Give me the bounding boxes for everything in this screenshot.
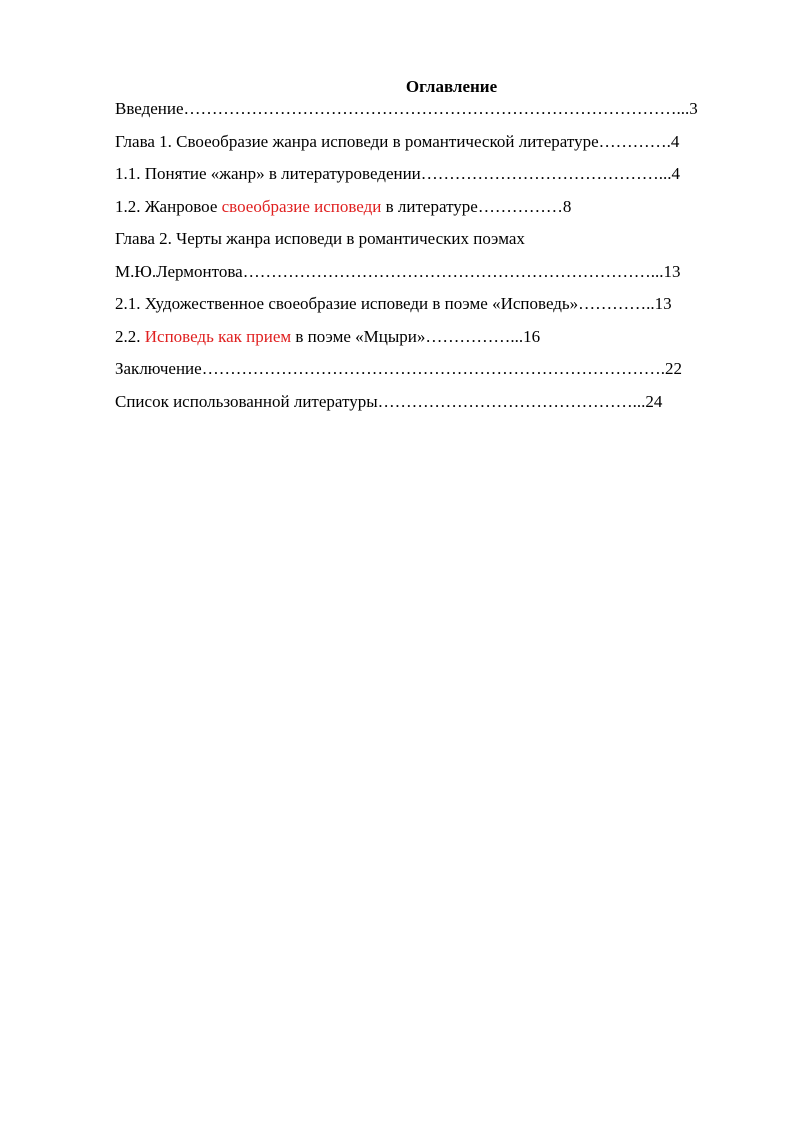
highlighted-text: своеобразие исповеди bbox=[221, 197, 382, 216]
toc-entry-chapter-2-continued: М.Ю.Лермонтова………………………………………………………………...13 bbox=[115, 262, 681, 281]
toc-entry-text: в поэме «Мцыри»……………...16 bbox=[291, 327, 541, 346]
toc-entry-conclusion: Заключение……………………………………………………………………….22 bbox=[115, 359, 682, 378]
toc-entry-section-2-2 bbox=[115, 326, 540, 348]
toc-entry-chapter-2: Глава 2. Черты жанра исповеди в романтических поэмах bbox=[115, 229, 525, 248]
toc-entry-text: 2.2. bbox=[115, 327, 145, 346]
toc-entry-text: в литературе……………8 bbox=[381, 197, 572, 216]
toc-entry-section-2-1: 2.1. Художественное своеобразие исповеди в поэме «Исповедь»…………..13 bbox=[115, 294, 672, 313]
toc-title: Оглавление bbox=[405, 77, 498, 96]
toc-entry-section-1-1: 1.1. Понятие «жанр» в литературоведении……………………………………...4 bbox=[115, 164, 681, 183]
toc-entry-text: 1.2. Жанровое bbox=[115, 197, 222, 216]
highlighted-text: Исповедь как прием bbox=[144, 327, 292, 346]
toc-entry-introduction: Введение……………………………………………………………………………...3 bbox=[115, 99, 698, 118]
toc-entry-chapter-1: Глава 1. Своеобразие жанра исповеди в романтической литературе………….4 bbox=[115, 132, 680, 151]
toc-entry-bibliography: Список использованной литературы………………………………………...24 bbox=[115, 392, 663, 411]
toc-entry-section-1-2 bbox=[115, 196, 571, 218]
